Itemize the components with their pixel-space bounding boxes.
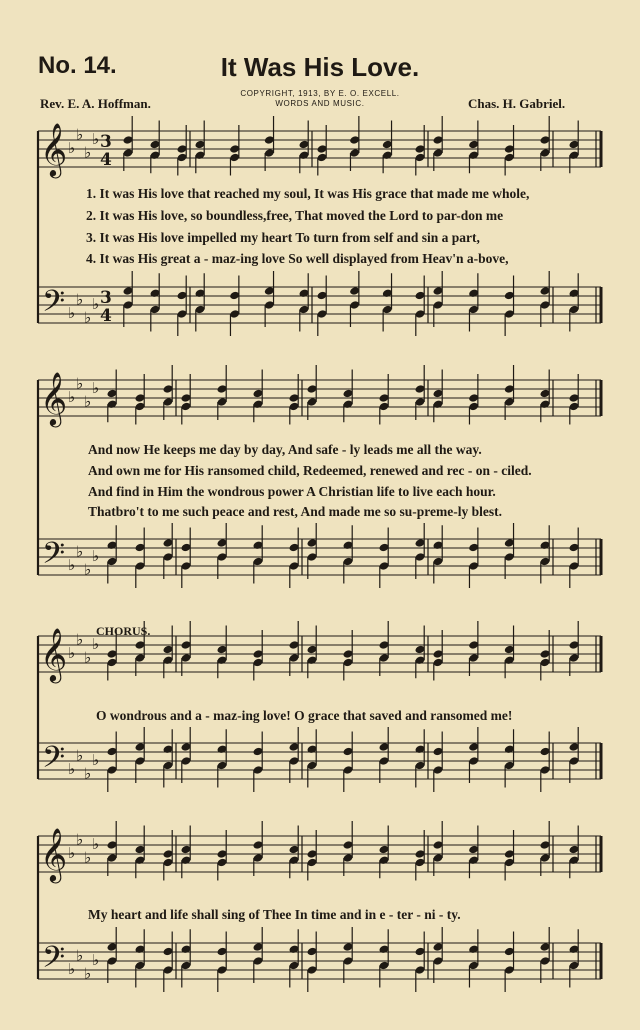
treble-clef: 𝄞 bbox=[40, 371, 68, 425]
flat-sign: ♭ bbox=[92, 951, 100, 969]
flat-sign: ♭ bbox=[84, 392, 92, 411]
flat-sign: ♭ bbox=[84, 964, 92, 983]
chorus-line-2: My heart and life shall sing of Thee In time and in e - ter - ni - ty. bbox=[88, 907, 461, 922]
chorus-line-1: O wondrous and a - maz-ing love! O grace that saved and ransomed me! bbox=[96, 708, 513, 723]
bass-clef: 𝄢 bbox=[42, 537, 66, 578]
verse-1-line-2: And now He keeps me day by day, And safe - ly leads me all the way. bbox=[88, 442, 482, 457]
flat-sign: ♭ bbox=[68, 644, 76, 662]
flat-sign: ♭ bbox=[92, 379, 100, 397]
hymn-number: No. 14. bbox=[38, 52, 117, 79]
flat-sign: ♭ bbox=[76, 290, 84, 309]
verse-3-line-2: And find in Him the wondrous power A Christian life to live each hour. bbox=[88, 484, 496, 499]
bass-clef: 𝄢 bbox=[42, 941, 66, 982]
bass-clef: 𝄢 bbox=[42, 285, 66, 326]
flat-sign: ♭ bbox=[84, 560, 92, 579]
time-signature: 4 bbox=[100, 150, 112, 170]
composer-credit: Chas. H. Gabriel. bbox=[468, 96, 566, 111]
flat-sign: ♭ bbox=[76, 746, 84, 765]
lyricist-credit: Rev. E. A. Hoffman. bbox=[40, 96, 151, 111]
verse-4-line: 4. It was His great a - maz-ing love So well displayed from Heav'n a-bove, bbox=[86, 251, 509, 266]
chorus-label: CHORUS. bbox=[96, 624, 151, 638]
flat-sign: ♭ bbox=[68, 388, 76, 406]
verse-1-line: 1. It was His love that reached my soul, It was His grace that made me whole, bbox=[86, 186, 530, 201]
time-signature: 3 bbox=[100, 132, 112, 152]
flat-sign: ♭ bbox=[92, 635, 100, 653]
flat-sign: ♭ bbox=[92, 547, 100, 565]
copyright-line-2: WORDS AND MUSIC. bbox=[275, 99, 365, 108]
bass-clef: 𝄢 bbox=[42, 741, 66, 782]
time-signature: 4 bbox=[100, 306, 112, 326]
flat-sign: ♭ bbox=[84, 848, 92, 867]
flat-sign: ♭ bbox=[68, 304, 76, 322]
flat-sign: ♭ bbox=[84, 764, 92, 783]
flat-sign: ♭ bbox=[92, 835, 100, 853]
flat-sign: ♭ bbox=[76, 125, 84, 144]
verse-3-line: 3. It was His love impelled my heart To turn from self and sin a part, bbox=[86, 230, 480, 245]
flat-sign: ♭ bbox=[76, 946, 84, 965]
verse-2-line: 2. It was His love, so boundless,free, That moved the Lord to par-don me bbox=[86, 208, 504, 223]
flat-sign: ♭ bbox=[68, 844, 76, 862]
flat-sign: ♭ bbox=[76, 374, 84, 393]
flat-sign: ♭ bbox=[68, 760, 76, 778]
flat-sign: ♭ bbox=[68, 139, 76, 157]
flat-sign: ♭ bbox=[92, 751, 100, 769]
flat-sign: ♭ bbox=[76, 630, 84, 649]
flat-sign: ♭ bbox=[84, 143, 92, 162]
flat-sign: ♭ bbox=[92, 130, 100, 148]
flat-sign: ♭ bbox=[76, 542, 84, 561]
flat-sign: ♭ bbox=[76, 830, 84, 849]
treble-clef: 𝄞 bbox=[40, 827, 68, 881]
flat-sign: ♭ bbox=[84, 648, 92, 667]
treble-clef: 𝄞 bbox=[40, 627, 68, 681]
hymn-title: It Was His Love. bbox=[220, 52, 420, 82]
flat-sign: ♭ bbox=[68, 960, 76, 978]
copyright-line-1: COPYRIGHT, 1913, BY E. O. EXCELL. bbox=[240, 89, 400, 98]
time-signature: 3 bbox=[100, 288, 112, 308]
flat-sign: ♭ bbox=[84, 308, 92, 327]
flat-sign: ♭ bbox=[68, 556, 76, 574]
verse-2-line-2: And own me for His ransomed child, Redeemed, renewed and rec - on - ciled. bbox=[88, 463, 532, 478]
treble-clef: 𝄞 bbox=[40, 122, 68, 176]
verse-4-line-2: Thatbro't to me such peace and rest, And made me so su-preme-ly blest. bbox=[88, 504, 502, 519]
flat-sign: ♭ bbox=[92, 295, 100, 313]
